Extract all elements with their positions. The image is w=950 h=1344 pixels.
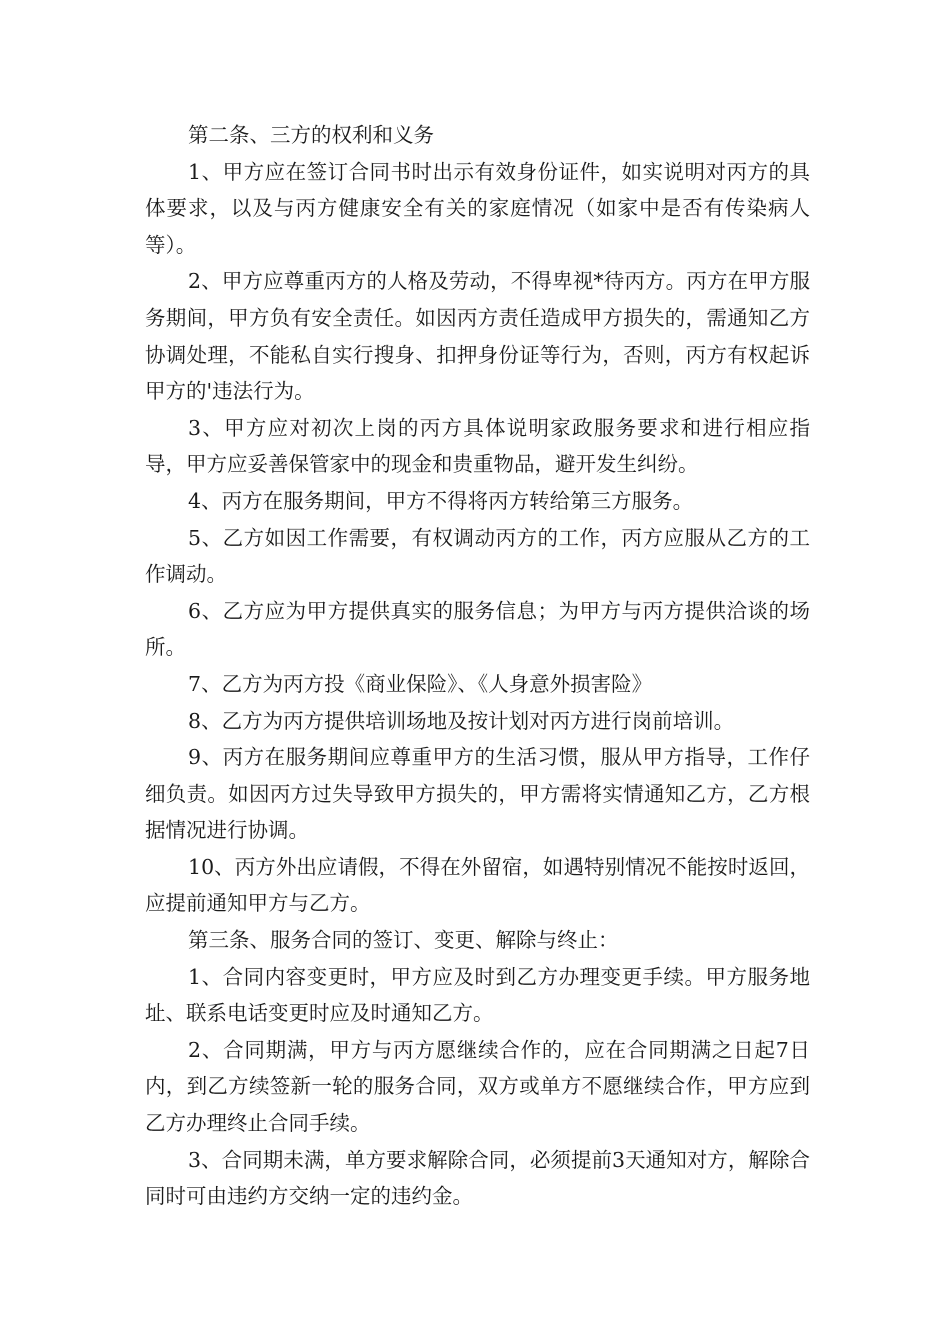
clause-paragraph: 10、丙方外出应请假，不得在外留宿，如遇特别情况不能按时返回，应提前通知甲方与乙方。 — [145, 854, 810, 916]
clause-paragraph: 9、丙方在服务期间应尊重甲方的生活习惯，服从甲方指导，工作仔细负责。如因丙方过失导致甲方损失的，甲方需将实情通知乙方，乙方根据情况进行协调。 — [145, 745, 810, 843]
clause-paragraph: 3、甲方应对初次上岗的丙方具体说明家政服务要求和进行相应指导，甲方应妥善保管家中的现金和贵重物品，避开发生纠纷。 — [145, 415, 810, 477]
section-heading-article-3: 第三条、服务合同的签订、变更、解除与终止： — [188, 928, 619, 953]
section-heading-article-2: 第二条、三方的权利和义务 — [188, 123, 435, 147]
clause-paragraph: 2、甲方应尊重丙方的人格及劳动，不得卑视*待丙方。丙方在甲方服务期间，甲方负有安全责任。如因丙方责任造成甲方损失的，需通知乙方协调处理，不能私自实行搜身、扣押身份证等行为，否则，丙方有权起诉甲方的'违法行为。 — [145, 269, 810, 404]
clause-paragraph: 8、乙方为丙方提供培训场地及按计划对丙方进行岗前培训。 — [188, 708, 735, 733]
clause-paragraph: 4、丙方在服务期间，甲方不得将丙方转给第三方服务。 — [188, 488, 694, 513]
clause-paragraph: 2、合同期满，甲方与丙方愿继续合作的，应在合同期满之日起7日内，到乙方续签新一轮的服务合同，双方或单方不愿继续合作，甲方应到乙方办理终止合同手续。 — [145, 1037, 810, 1136]
clause-paragraph: 6、乙方应为甲方提供真实的服务信息；为甲方与丙方提供洽谈的场所。 — [145, 598, 810, 660]
clause-paragraph: 1、甲方应在签订合同书时出示有效身份证件，如实说明对丙方的具体要求，以及与丙方健康安全有关的家庭情况（如家中是否有传染病人等）。 — [145, 159, 810, 257]
clause-paragraph: 1、合同内容变更时，甲方应及时到乙方办理变更手续。甲方服务地址、联系电话变更时应及时通知乙方。 — [145, 964, 810, 1026]
clause-paragraph: 3、合同期未满，单方要求解除合同，必须提前3天通知对方，解除合同时可由违约方交纳一定的违约金。 — [145, 1147, 810, 1209]
clause-paragraph: 5、乙方如因工作需要，有权调动丙方的工作，丙方应服从乙方的工作调动。 — [145, 525, 810, 587]
clause-paragraph: 7、乙方为丙方投《商业保险》、《人身意外损害险》 — [188, 671, 653, 696]
document-body — [145, 117, 810, 1215]
